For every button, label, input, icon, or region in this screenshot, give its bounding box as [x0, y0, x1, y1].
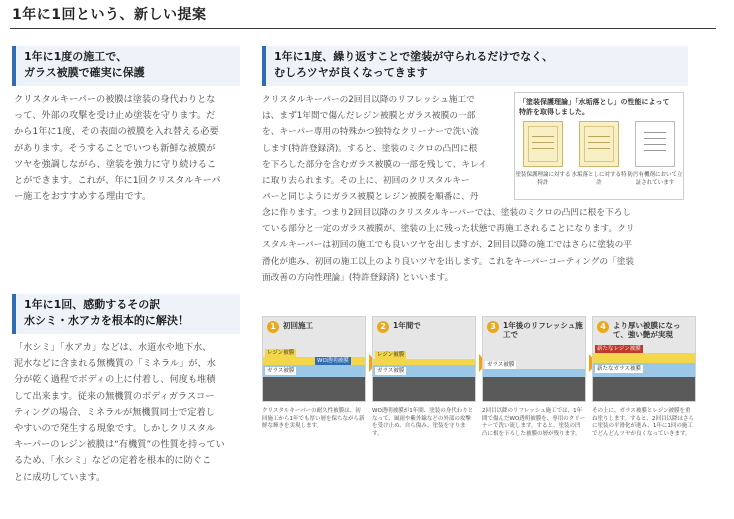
section1-line: ツヤを強調しながら、塗装を強力に守り続けるこ [14, 158, 217, 170]
paint-base [593, 377, 695, 402]
section2-line: は、まず1年間で傷んだレジン被膜とガラス被膜の一部 [262, 111, 476, 122]
section2-line: を下ろした部分を含むガラス被膜の一部を残して、キレイ [262, 159, 487, 170]
section1-body [14, 92, 244, 205]
patent-certificate [579, 121, 619, 167]
glass-layer [483, 369, 585, 377]
section2-line: に取り去られます。その上に、初回のクリスタルキー [262, 176, 470, 187]
document-text-line [644, 132, 666, 133]
section2-line: を、キーパー専用の特殊かつ独特なクリーナーで洗い流 [262, 127, 479, 138]
section2-line: パーと同じようにガラス被膜とレジン被膜を順番に、丹 [262, 192, 479, 203]
section2-line: クリスタルキーパーの2回目以降のリフレッシュ施工で [262, 95, 475, 105]
patent-caption-line1: 「塗装保護理論」「水垢落とし」の性能によって [519, 98, 670, 106]
patent-certificate [523, 121, 563, 167]
steps-diagram [262, 316, 695, 456]
section1-line: から1年に1度、その表面の被膜を入れ替える必要 [14, 126, 219, 138]
section2-line: 念に作ります。つまり2回目以降のクリスタルキーパーでは、塗装のミクロの凸凹に根を下ろし [262, 208, 632, 218]
section3-line: キーパーのレジン被膜は“有機質”の性質を持ってい [14, 439, 225, 451]
cert-label: 防汚有機剤において立証されています [627, 172, 683, 186]
document-text-line [644, 144, 666, 145]
section3-line: やすいので発生する現象です。しかしクリスタル [14, 423, 216, 435]
certificate-text-line [532, 136, 554, 137]
certificate-border [528, 126, 558, 162]
certificate-text-line [532, 148, 554, 149]
certificate-text-line [532, 142, 554, 143]
step-title: より厚い被膜になって、強い艶が実現 [613, 321, 681, 339]
step-3-panel [482, 316, 586, 402]
section3-line: るため、「水シミ」などの定着を根本的に防ぐこ [14, 455, 212, 467]
section3-line: して出来ます。従来の無機質のボディガラスコー [14, 390, 215, 402]
layer-tag: レジン被膜 [267, 350, 295, 356]
section2-heading [262, 46, 688, 86]
step-1-panel [262, 316, 366, 402]
layer-tag: 新たなレジン被膜 [597, 346, 641, 352]
section2-line: します(特許登録済)。すると、塗装のミクロの凸凹に根 [262, 143, 478, 154]
section2-line: 滑化が進み、初回の施工以上のより良いツヤを出します。これをキーパーコーティングの「塗装 [262, 256, 635, 267]
section3-line: 「水シミ」「水アカ」などは、水道水や地下水、 [14, 342, 212, 353]
paint-base [373, 377, 475, 402]
section3-heading-line2: 水シミ・水アカを根本的に解決！ [24, 314, 189, 327]
section3-line: ティングの場合、ミネラルが無機質同士で定着し [14, 406, 215, 418]
page-title: 1年に1回という、新しい提案 [12, 7, 207, 23]
resin-layer [593, 353, 695, 363]
section3-line: とに成功しています。 [14, 471, 106, 483]
cert-label: 塗装保護理論に対する特許 [515, 172, 571, 186]
step-title: 1年後のリフレッシュ施工で [503, 321, 583, 339]
layer-tag: WO透明被膜 [317, 358, 349, 364]
title-divider [10, 28, 716, 29]
section2-heading-line2: むしろツヤが良くなってきます [274, 66, 428, 79]
section2-body-narrow [262, 92, 508, 205]
patent-document [635, 121, 675, 167]
layer-tag: ガラス被膜 [487, 362, 515, 368]
layer-tag: レジン被膜 [377, 352, 405, 358]
step-caption: その上に、ガラス被膜とレジン被膜を重ね塗りします。すると、2回目以降はさらに塗装の平滑化が進み、1年に1回の施工でどんどんツヤが良くなっていきます。 [592, 408, 695, 437]
step-caption: クリスタルキーパーの耐久性被膜は、初回施工から1年でも厚い層を保ちながら新鮮な輝きを実現します。 [262, 408, 365, 429]
document-text-line [644, 150, 666, 151]
step-title: 初回施工 [283, 321, 313, 330]
section1-heading-line2: ガラス被膜で確実に保護 [24, 66, 145, 79]
layer-tag: 新たなガラス被膜 [597, 366, 641, 372]
step-4-panel [592, 316, 696, 402]
section1-line: があります。そうすることでいつも新鮮な被膜が [14, 142, 216, 154]
section3-line: 泥水などに含まれる無機質の「ミネラル」が、水 [14, 358, 216, 370]
section1-line: って、外部の攻撃を受け止め塗装を守ります。だ [14, 110, 216, 122]
section1-heading [12, 46, 240, 86]
certificate-border [584, 126, 614, 162]
section1-heading-line1: 1年に1度の施工で、 [24, 50, 128, 63]
step-number-badge: 3 [487, 321, 499, 333]
step-caption: WO透明被膜が1年間、塗装の身代わりとなって、風雨や紫外線などの外部の攻撃を受け止め、自ら傷み、塗装を守ります。 [372, 408, 474, 437]
section2-line: スタルキーパーは初回の施工でも良いツヤを出しますが、2回目以降の施工ではさらに塗装の平 [262, 240, 632, 251]
step-number-badge: 4 [597, 321, 609, 333]
certificate-text-line [588, 142, 610, 143]
certificate-text-line [588, 148, 610, 149]
section3-line: 分が乾く過程でボディの上に付着し、何度も堆積 [14, 374, 216, 386]
patent-panel [514, 92, 684, 200]
paint-base [483, 377, 585, 402]
step-caption: 2回目以降のリフレッシュ施工では、1年間で傷んだWO透明被膜を、専用のクリーナーで洗い流します。すると、塗装の凹凸に根を下ろした被膜の層が残ります。 [482, 408, 586, 437]
section3-body [14, 340, 244, 486]
section2-line: 面改善の方向性理論」(特許登録済) といいます。 [262, 272, 454, 283]
section3-heading [12, 294, 240, 334]
paint-base [263, 377, 365, 402]
section3-heading-line1: 1年に1回、感動するその訳 [24, 298, 161, 311]
section1-line: とができます。これが、年に1回クリスタルキーパ [14, 175, 221, 187]
cert-label: 水垢落としに対する特許 [571, 172, 627, 186]
section1-line: ー施工をおすすめする理由です。 [14, 191, 152, 203]
section2-heading-line1: 1年に1度、繰り返すことで塗装が守られるだけでなく、 [274, 50, 554, 63]
step-number-badge: 2 [377, 321, 389, 333]
step-title: 1年間で [393, 321, 421, 330]
section1-line: クリスタルキーパーの被膜は塗装の身代わりとな [14, 94, 216, 105]
layer-tag: ガラス被膜 [377, 368, 405, 374]
patent-caption-line2: 特許を取得しました。 [519, 108, 589, 116]
layer-tag: ガラス被膜 [267, 368, 295, 374]
step-number-badge: 1 [267, 321, 279, 333]
document-text-line [644, 138, 666, 139]
section2-line: ている部分と一定のガラス被膜が、塗装の上に残った状態で再施工されることになります。クリ [262, 224, 635, 235]
certificate-text-line [588, 136, 610, 137]
step-2-panel [372, 316, 476, 402]
section2-body-wide [262, 205, 688, 286]
